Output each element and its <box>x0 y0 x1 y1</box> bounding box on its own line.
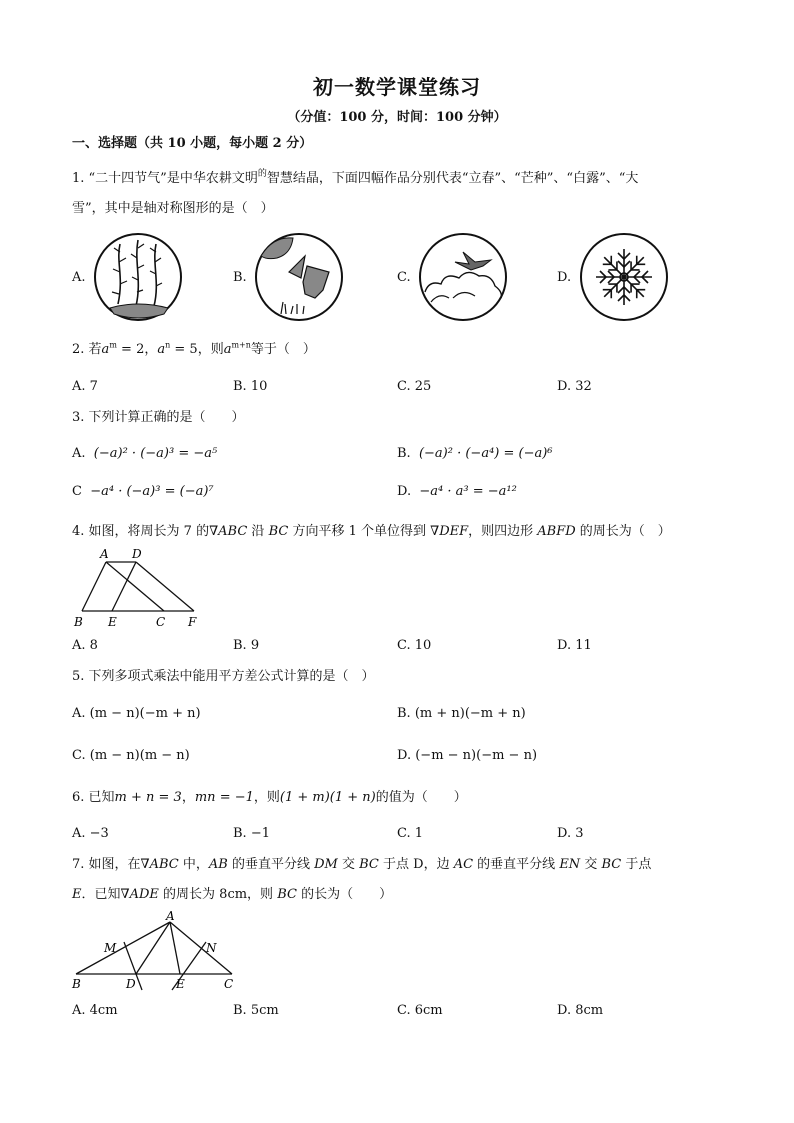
q7-label-m: M <box>104 941 117 955</box>
q2-eq1: = 2， <box>116 342 158 357</box>
q7-l2b: 的周长为 8cm，则 <box>158 887 278 902</box>
q7-figure-diagram <box>72 908 242 992</box>
q7-label-n: N <box>206 941 217 955</box>
q7-ac: AC <box>453 857 474 872</box>
q4-mid3: ，则四边形 <box>468 524 538 539</box>
q7-option-b: B. 5cm <box>233 1003 279 1018</box>
q7-c: 交 <box>337 857 360 872</box>
q3-option-d <box>397 484 517 500</box>
question-3-stem: 3. 下列计算正确的是（ ） <box>72 410 245 425</box>
q4-figure-diagram <box>72 546 212 630</box>
q5-option-a: A. (m − n)(−m + n) <box>72 706 201 721</box>
q7-en: EN <box>559 857 581 872</box>
q7-b: 的垂直平分线 <box>227 857 315 872</box>
q3-option-d-label: D. <box>397 484 412 499</box>
q6-eq2: mn = −1 <box>194 790 254 805</box>
q4-option-d: D. 11 <box>557 638 592 653</box>
q7-bc1: BC <box>359 857 379 872</box>
q3-option-c <box>72 484 214 500</box>
q7-option-d: D. 8cm <box>557 1003 604 1018</box>
q4-line-ab <box>82 562 106 611</box>
white-dew-bird-icon <box>417 232 509 322</box>
grain-rain-icon <box>253 232 345 322</box>
q4-mid1: 沿 <box>247 524 269 539</box>
q7-tri2: ∇ADE <box>120 887 159 902</box>
q1-small-char: 的 <box>257 169 267 179</box>
q1-text-a: 1. “二十四节气”是中华农耕文明 <box>72 171 258 186</box>
q7-dm: DM <box>314 857 338 872</box>
q6-option-d: D. 3 <box>557 826 584 841</box>
q6-post: 的值为（ ） <box>375 790 467 805</box>
q6-expr: (1 + m)(1 + n) <box>279 790 376 805</box>
q4-label-b: B <box>74 615 83 629</box>
q7-bc3: BC <box>277 887 297 902</box>
q7-e: 的垂直平分线 <box>473 857 560 872</box>
q7-l2c: 的长为（ ） <box>296 887 393 902</box>
q1-option-b-label: B. <box>233 270 247 285</box>
q7-label-a: A <box>166 909 175 923</box>
q2-option-c: C. 25 <box>397 379 432 394</box>
q3-option-b-expr: (−a)² · (−a⁴) = (−a)⁶ <box>418 446 553 461</box>
q2-option-b: B. 10 <box>233 379 268 394</box>
q6-eq1: m + n = 3 <box>114 790 182 805</box>
q4-label-a: A <box>100 547 109 561</box>
q3-option-b-label: B. <box>397 446 411 461</box>
q6-mid: ，则 <box>253 790 280 805</box>
q4-option-c: C. 10 <box>397 638 432 653</box>
q7-l2a: ．已知 <box>81 887 121 902</box>
q2-sup-mn: m+n <box>231 340 251 350</box>
q4-bc: BC <box>268 524 289 539</box>
q4-tri2: ∇DEF <box>430 524 469 539</box>
q4-tri1: ∇ABC <box>209 524 248 539</box>
q2-a3: a <box>223 342 232 357</box>
q6-option-b: B. −1 <box>233 826 270 841</box>
q7-label-d: D <box>126 977 136 991</box>
q2-sup-n: n <box>165 340 171 350</box>
q2-sup-m: m <box>109 340 117 350</box>
q7-label-b: B <box>72 977 81 991</box>
q2-option-a: A. 7 <box>72 379 98 394</box>
q1-text-b: 智慧结晶，下面四幅作品分别代表“立春”、“芒种”、“白露”、“大 <box>266 171 639 186</box>
q1-option-a-label: A. <box>72 270 86 285</box>
q2-a2: a <box>157 342 166 357</box>
q6-option-a: A. −3 <box>72 826 109 841</box>
question-2-stem <box>72 342 316 358</box>
snowflake-icon <box>578 232 670 322</box>
question-4-stem <box>72 524 671 540</box>
q7-label-c: C <box>224 977 234 991</box>
q4-label-f: F <box>188 615 197 629</box>
q2-option-d: D. 32 <box>557 379 592 394</box>
q3-option-a-expr: (−a)² · (−a)³ = −a⁵ <box>93 446 218 461</box>
q3-option-b <box>397 446 553 462</box>
q7-bc2: BC <box>601 857 622 872</box>
q3-option-c-expr: −a⁴ · (−a)³ = (−a)⁷ <box>90 484 214 499</box>
q5-option-c: C. (m − n)(m − n) <box>72 748 190 763</box>
question-7-line-2 <box>72 887 392 903</box>
q7-option-c: C. 6cm <box>397 1003 443 1018</box>
question-6-stem <box>72 790 467 806</box>
q7-ab: AB <box>208 857 228 872</box>
q6-pre: 6. 已知 <box>72 790 115 805</box>
q7-g: 于点 <box>621 857 652 872</box>
q3-option-c-label: C <box>72 484 82 499</box>
q7-f: 交 <box>580 857 602 872</box>
q7-tri: ∇ABC <box>140 857 179 872</box>
q4-line-df <box>136 562 194 611</box>
spring-tree-icon <box>92 232 184 322</box>
q3-option-d-expr: −a⁴ · a³ = −a¹² <box>419 484 517 499</box>
q4-label-d: D <box>132 547 142 561</box>
q7-a: 中， <box>178 857 209 872</box>
question-1-line-1 <box>72 171 638 188</box>
q2-post: 等于（ ） <box>250 342 316 357</box>
q4-post: 的周长为（ ） <box>575 524 671 539</box>
q2-a1: a <box>101 342 110 357</box>
question-5-stem: 5. 下列多项式乘法中能用平方差公式计算的是（ ） <box>72 669 375 684</box>
q7-option-a: A. 4cm <box>72 1003 118 1018</box>
question-7-line-1 <box>72 857 651 873</box>
q7-point-e: E <box>72 887 82 902</box>
q4-label-e: E <box>108 615 117 629</box>
page-subtitle: （分值：100 分，时间：100 分钟） <box>287 110 507 125</box>
q5-option-b: B. (m + n)(−m + n) <box>397 706 526 721</box>
q6-sep: ， <box>181 790 195 805</box>
q7-line-ad <box>136 922 170 974</box>
q4-line-ac <box>106 562 164 611</box>
q4-quad: ABFD <box>537 524 576 539</box>
page-title: 初一数学课堂练习 <box>313 75 481 99</box>
question-1-line-2: 雪”，其中是轴对称图形的是（ ） <box>72 201 274 216</box>
q7-pre: 7. 如图，在 <box>72 857 141 872</box>
section-heading: 一、选择题（共 10 小题，每小题 2 分） <box>72 136 313 151</box>
q4-pre: 4. 如图，将周长为 7 的 <box>72 524 210 539</box>
q1-option-d-label: D. <box>557 270 572 285</box>
q4-label-c: C <box>156 615 166 629</box>
q7-line-ab <box>76 922 170 974</box>
q7-d: 于点 D，边 <box>378 857 454 872</box>
q1-option-c-label: C. <box>397 270 411 285</box>
q2-pre: 2. 若 <box>72 342 102 357</box>
q7-label-e: E <box>176 977 185 991</box>
q3-option-a <box>72 446 217 462</box>
q4-mid2: 方向平移 1 个单位得到 <box>288 524 431 539</box>
q6-option-c: C. 1 <box>397 826 424 841</box>
q2-eq2: = 5，则 <box>170 342 224 357</box>
q4-option-a: A. 8 <box>72 638 98 653</box>
q4-option-b: B. 9 <box>233 638 260 653</box>
q5-option-d: D. (−m − n)(−m − n) <box>397 748 538 763</box>
q3-option-a-label: A. <box>72 446 86 461</box>
